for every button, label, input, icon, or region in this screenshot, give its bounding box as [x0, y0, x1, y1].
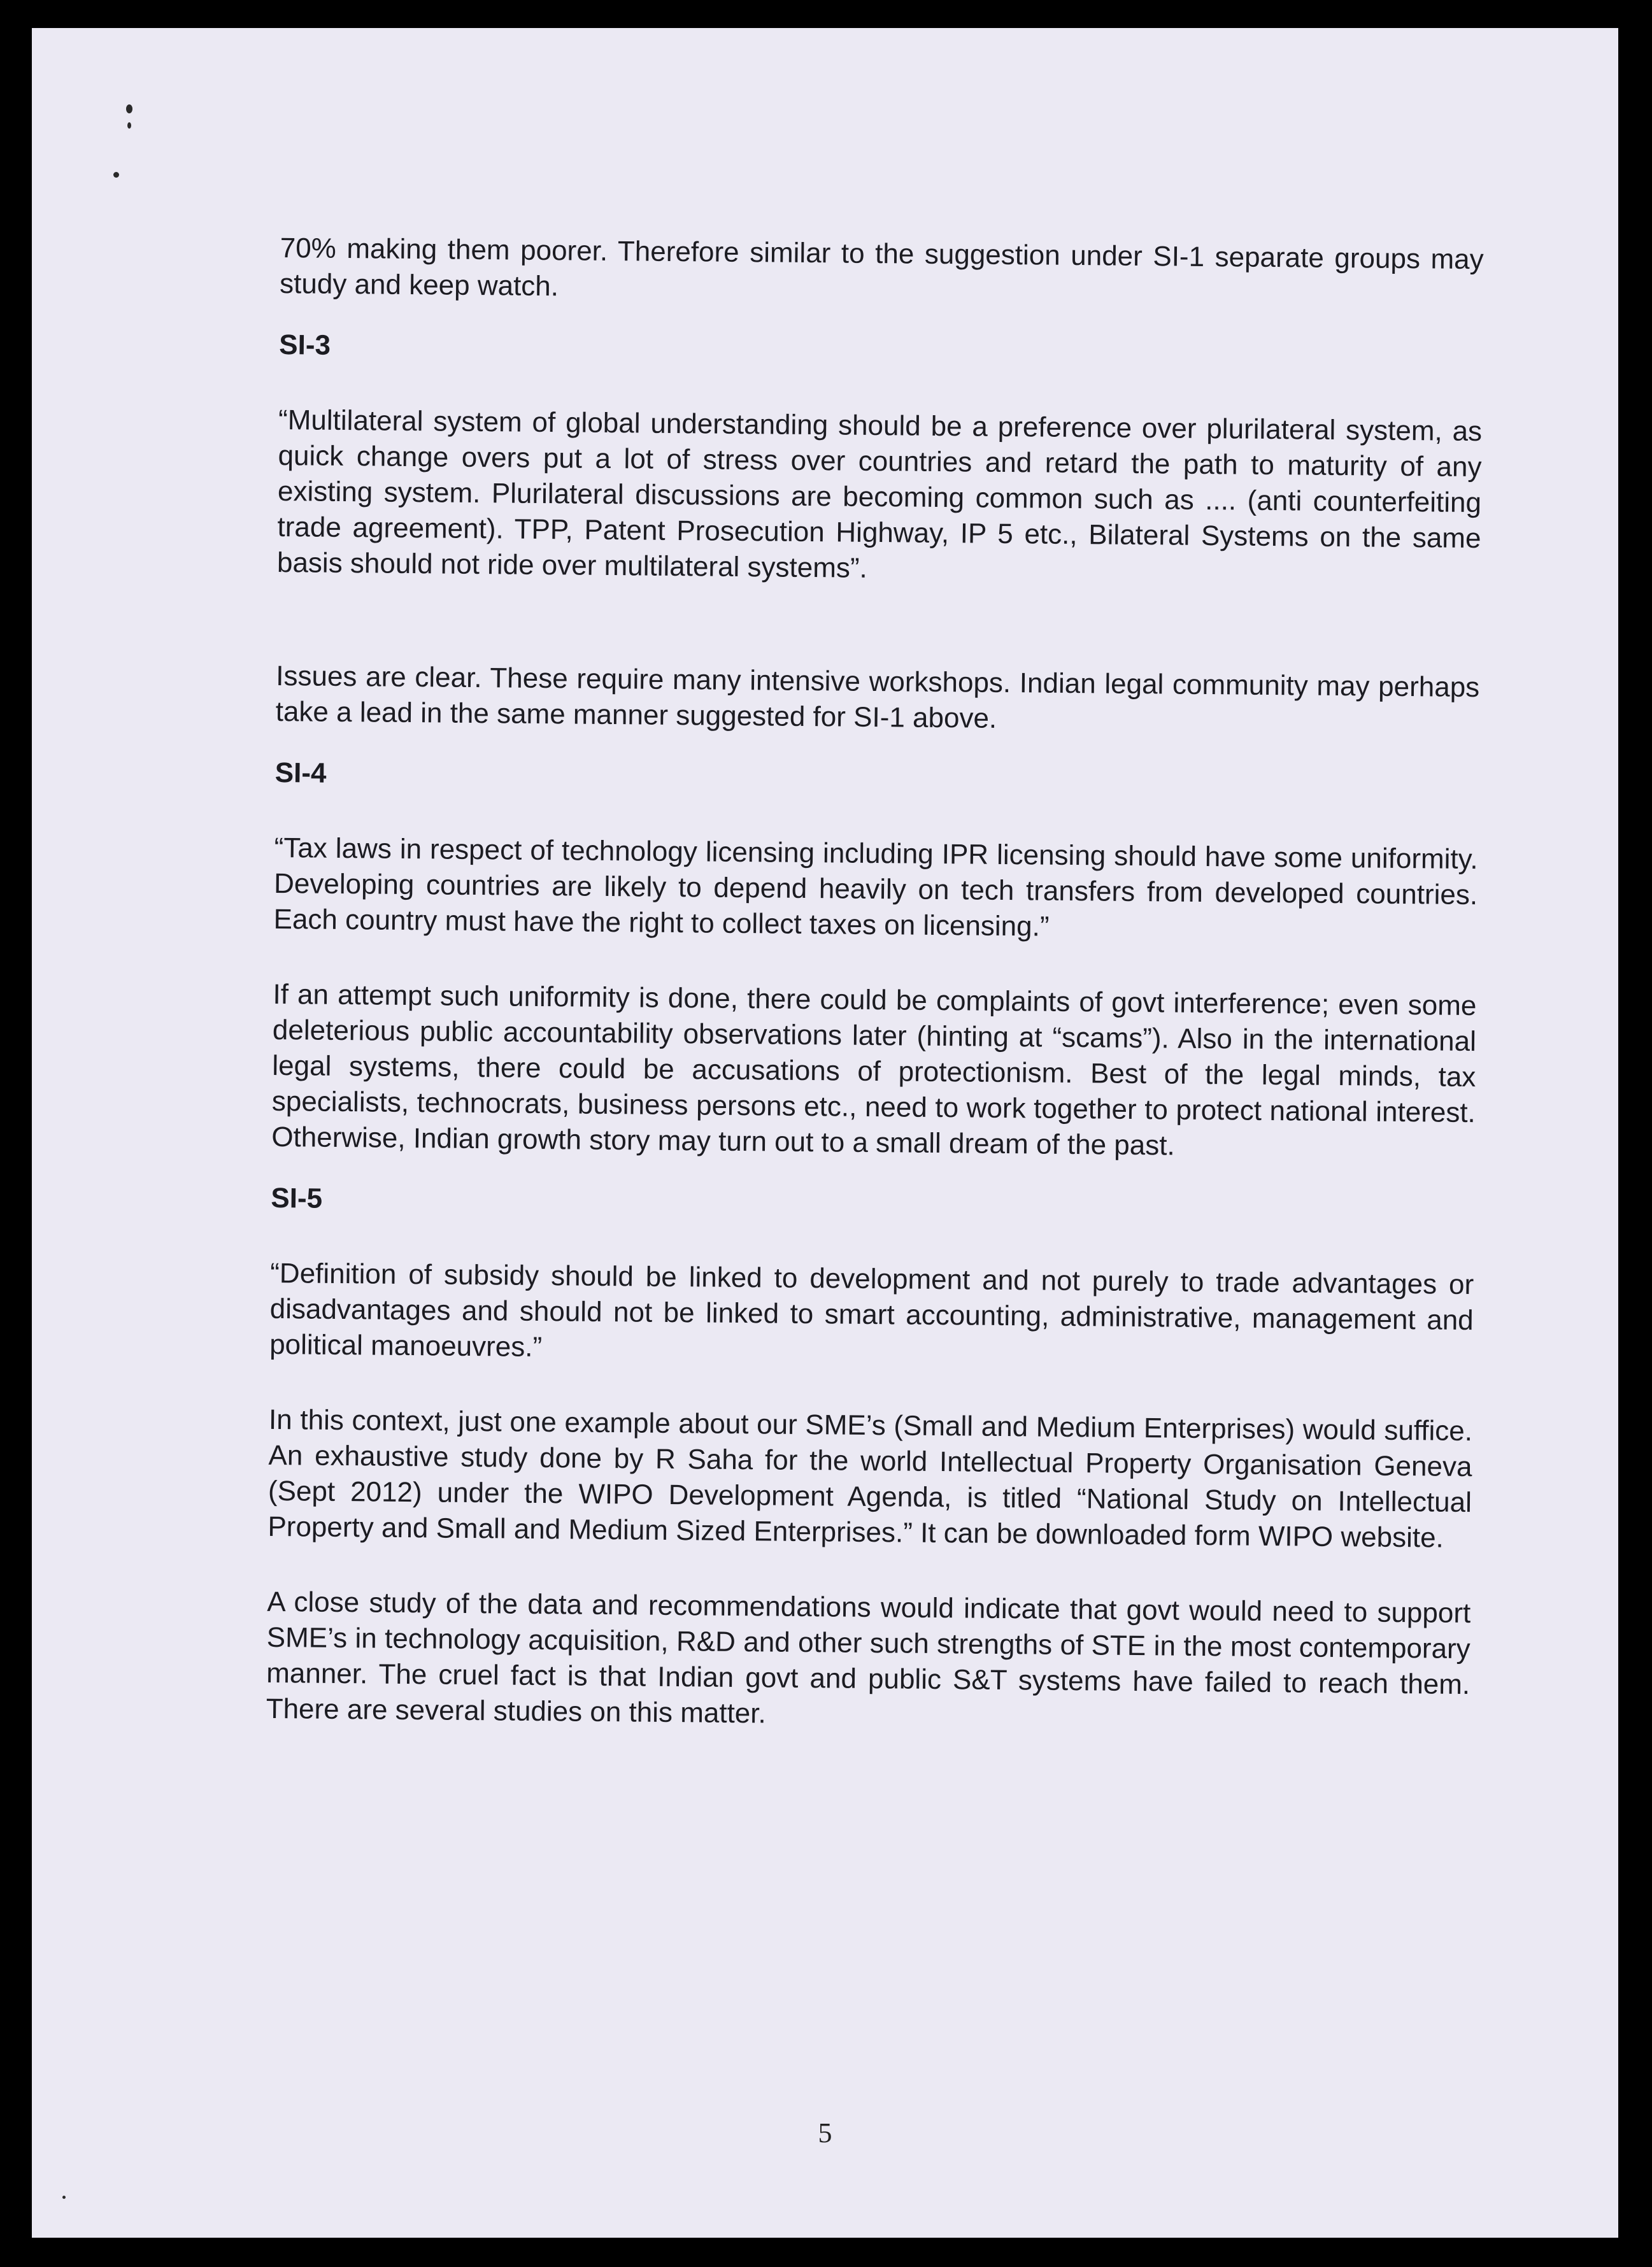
- heading-si-3: SI-3: [279, 329, 331, 361]
- heading-si-4: SI-4: [274, 757, 327, 789]
- quote-si-5: “Definition of subsidy should be linked to development and not purely to trade advantages or disadvantages and should not be linked to smart accounting, administrative, management and political manoeuvres.”: [269, 1257, 1474, 1363]
- margin-speck: [113, 172, 119, 178]
- document-page: [32, 28, 1618, 2238]
- paragraph-intro: 70% making them poorer. Therefore similar to the suggestion under SI-1 separate groups may study and keep watch.: [279, 232, 1484, 302]
- page-number: 5: [818, 2117, 832, 2149]
- document-body: [266, 231, 1484, 1778]
- paragraph-issues: Issues are clear. These require many intensive workshops. Indian legal community may perhaps take a lead in the same manner suggested for SI-1 above.: [275, 660, 1480, 734]
- paragraph-uniformity: If an attempt such uniformity is done, there could be complaints of govt interference; even some deleterious public accountability observations later (hinting at “scams”). Also in the international legal systems, there could be accusations of protectionism. Best of the legal minds, tax specialists, technocrats, business persons etc., need to work together to protect national interest. Otherwise, Indian growth story may turn out to a small dream of the past.: [271, 978, 1477, 1162]
- quote-si-4: “Tax laws in respect of technology licensing including IPR licensing should have some uniformity. Developing countries are likely to depend heavily on tech transfers from developed countries. Each country must have the right to collect taxes on licensing.”: [273, 832, 1478, 942]
- margin-speck: [127, 122, 131, 129]
- heading-si-5: SI-5: [271, 1182, 323, 1214]
- quote-si-3: “Multilateral system of global understanding should be a preference over plurilateral system, as quick change overs put a lot of stress over countries and retard the path to maturity of any existing system. Plurilateral discussions are becoming common such as .... (anti counterfeiting trade agreement). TPP, Patent Prosecution Highway, IP 5 etc., Bilateral Systems on the same basis should not ride over multilateral systems”.: [276, 404, 1483, 584]
- margin-speck: [62, 2196, 66, 2199]
- margin-speck: [126, 104, 132, 113]
- paragraph-close-study: A close study of the data and recommendations would indicate that govt would need to support SME’s in technology acquisition, R&D and other such strengths of STE in the most contemporary manner. The cruel fact is that Indian govt and public S&T systems have failed to reach them. There are several studies on this matter.: [266, 1586, 1471, 1730]
- paragraph-sme-example: In this context, just one example about our SME’s (Small and Medium Enterprises) would suffice. An exhaustive study done by R Saha for the world Intellectual Property Organisation Geneva (Sept 2012) under the WIPO Development Agenda, is titled “National Study on Intellectual Property and Small and Medium Sized Enterprises.” It can be downloaded form WIPO website.: [267, 1404, 1473, 1554]
